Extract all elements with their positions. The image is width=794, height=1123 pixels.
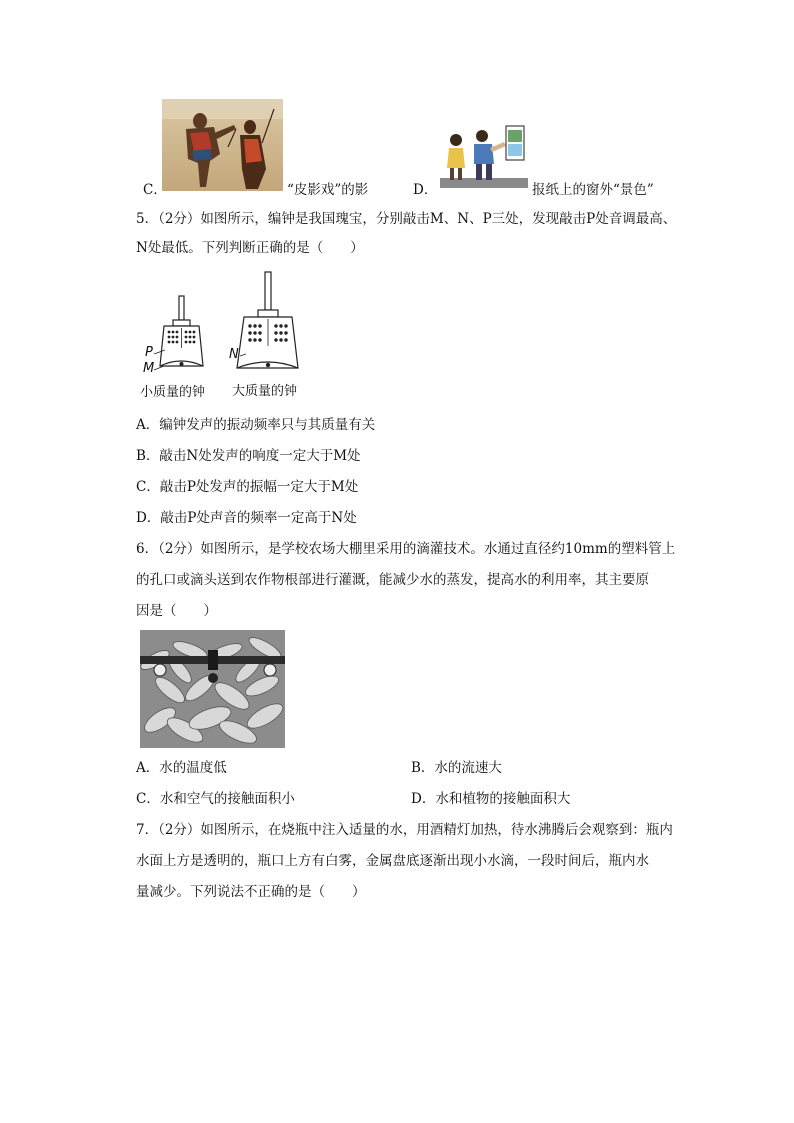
q5-stem-line1: 5．（2分）如图所示，编钟是我国瑰宝，分别敲击M、N、P三处，发现敲击P处音调最高、 [136,211,677,227]
q5-option-c: C．敲击P处发声的振幅一定大于M处 [136,479,359,495]
q6-option-d: D．水和植物的接触面积大 [411,791,571,807]
small-bell [160,296,203,366]
q6-stem-line1: 6．（2分）如图所示，是学校农场大棚里采用的滴灌技术。水通过直径约10mm的塑料管上 [136,541,676,557]
q5-option-a: A．编钟发声的振动频率只与其质量有关 [136,417,376,433]
shadow-puppet-photo [162,99,283,191]
q5-option-b: B．敲击N处发声的响度一定大于M处 [136,448,361,464]
bell-label-p: P [145,345,153,360]
large-bell-caption: 大质量的钟 [232,384,298,399]
q6-option-c: C．水和空气的接触面积小 [136,791,295,807]
q5-stem-line2: N处最低。下列判断正确的是（ ） [136,240,364,256]
q7-stem-line3: 量减少。下列说法不正确的是（ ） [136,884,366,900]
q4-option-d-caption: 报纸上的窗外“景色” [532,182,654,198]
newspaper-window-cartoon [440,120,528,192]
q7-stem-line1: 7．（2分）如图所示，在烧瓶中注入适量的水，用酒精灯加热，待水沸腾后会观察到：瓶内 [136,822,673,838]
bell-label-n: N [229,347,239,362]
q4-option-c-caption: “皮影戏”的影 [287,182,369,198]
bell-label-m: M [143,361,155,376]
q7-stem-line2: 水面上方是透明的，瓶口上方有白雾，金属盘底逐渐出现小水滴，一段时间后，瓶内水 [136,853,649,869]
q4-option-c-letter: C． [143,182,167,198]
large-bell [237,272,298,368]
q5-option-d: D．敲击P处声音的频率一定高于N处 [136,510,357,526]
q6-option-a: A．水的温度低 [136,760,227,776]
drip-irrigation-photo [140,630,285,748]
small-bell-caption: 小质量的钟 [140,385,206,400]
q6-option-b: B．水的流速大 [411,760,502,776]
q6-stem-line3: 因是（ ） [136,603,217,619]
q4-option-d-letter: D． [413,182,438,198]
q6-stem-line2: 的孔口或滴头送到农作物根部进行灌溉，能减少水的蒸发，提高水的利用率，其主要原 [136,572,649,588]
